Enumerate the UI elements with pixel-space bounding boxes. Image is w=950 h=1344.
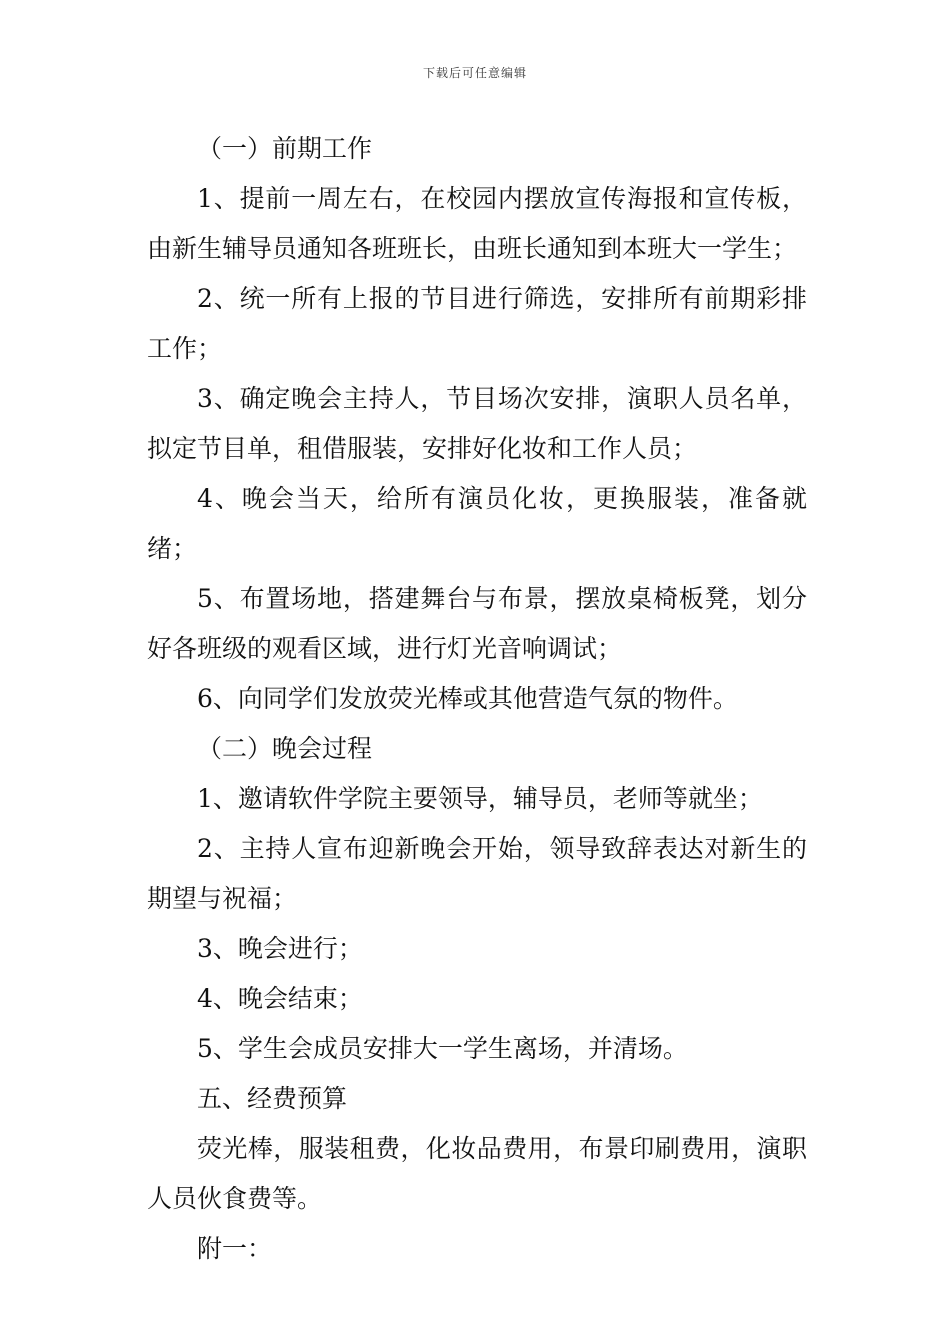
document-body (147, 124, 807, 1274)
section-heading-preparation: （一）前期工作 (197, 134, 373, 163)
paragraph: 3、晚会进行； (197, 934, 363, 963)
paragraph: 1、邀请软件学院主要领导，辅导员，老师等就坐； (197, 784, 763, 813)
section-heading-process: （二）晚会过程 (197, 734, 373, 763)
paragraph: 5、布置场地，搭建舞台与布景，摆放桌椅板凳，划分好各班级的观看区域，进行灯光音响调试； (147, 584, 807, 663)
paragraph: 4、晚会结束； (197, 984, 363, 1013)
appendix-heading: 附一： (197, 1234, 273, 1263)
paragraph: 2、主持人宣布迎新晚会开始，领导致辞表达对新生的期望与祝福； (147, 834, 807, 913)
paragraph: 4、晚会当天，给所有演员化妆，更换服装，准备就绪； (147, 484, 807, 563)
section-heading-budget: 五、经费预算 (197, 1084, 348, 1113)
paragraph: 1、提前一周左右，在校园内摆放宣传海报和宣传板，由新生辅导员通知各班班长，由班长通知到本班大一学生； (147, 184, 807, 263)
paragraph: 5、学生会成员安排大一学生离场，并清场。 (197, 1034, 688, 1063)
paragraph: 2、统一所有上报的节目进行筛选，安排所有前期彩排工作； (147, 284, 807, 363)
page-header: 下载后可任意编辑 (422, 66, 527, 80)
paragraph: 荧光棒，服装租费，化妆品费用，布景印刷费用，演职人员伙食费等。 (147, 1134, 807, 1213)
paragraph: 3、确定晚会主持人，节目场次安排，演职人员名单，拟定节目单，租借服装，安排好化妆和工作人员； (147, 384, 807, 463)
paragraph: 6、向同学们发放荧光棒或其他营造气氛的物件。 (197, 684, 738, 713)
